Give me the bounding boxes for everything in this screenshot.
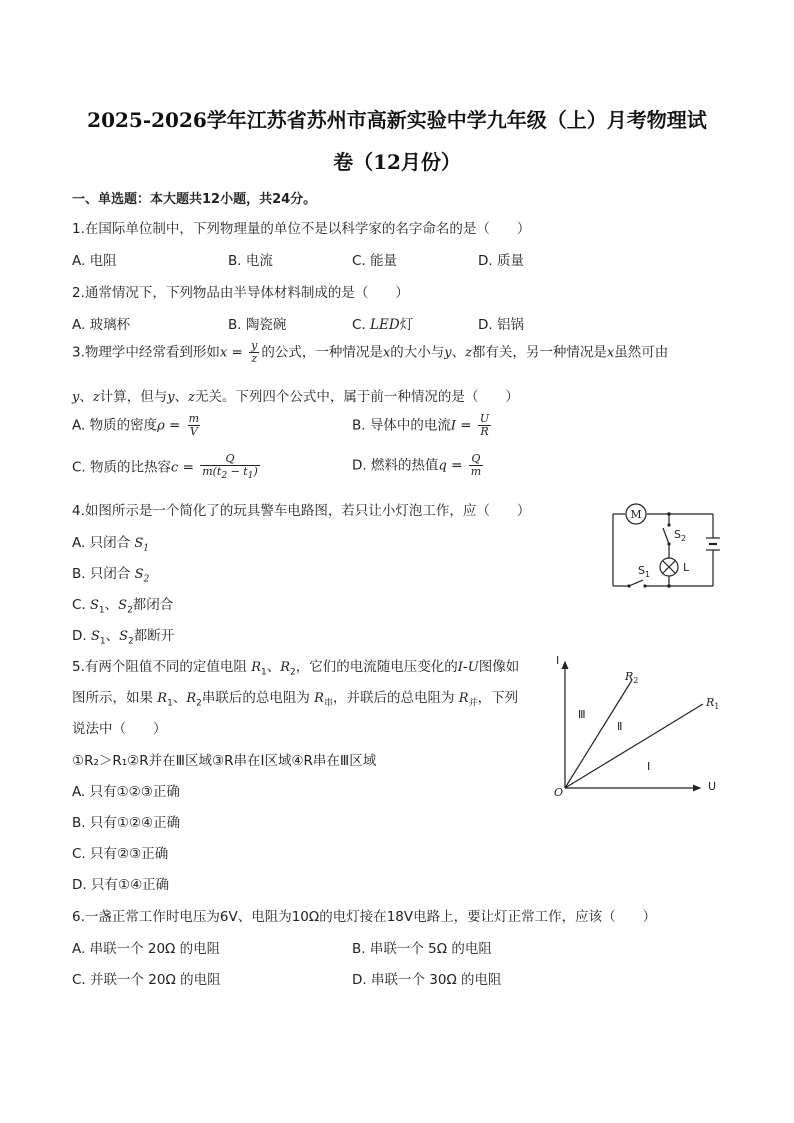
- question-3-stem-line2: y、z计算，但与y、z无关。下列四个公式中，属于前一种情况的是（ ）: [72, 389, 519, 405]
- q5-option-b: B. 只有①②④正确: [72, 815, 181, 831]
- line-r1: [565, 704, 703, 788]
- question-5-line1: 5.有两个阻值不同的定值电阻 $R_1$、$R_2$，它们的电流随电压变化的I-U图像如: [72, 659, 520, 678]
- r2-label: $R_2$: [625, 670, 639, 685]
- motor-label: M: [630, 508, 642, 521]
- lamp-label: L: [683, 561, 690, 574]
- q2-option-b: B. 陶瓷碗: [228, 317, 287, 333]
- question-2-stem: 2.通常情况下，下列物品由半导体材料制成的是（ ）: [72, 285, 409, 301]
- y-axis-label: I: [556, 654, 560, 667]
- q5-option-a: A. 只有①②③正确: [72, 784, 180, 800]
- question-5-line2: 图所示，如果 $R_1$、$R_2$串联后的总电阻为 $R_串$，并联后的总电阻为 $R_并$，下列: [72, 690, 519, 709]
- q1-option-c: C. 能量: [352, 253, 398, 269]
- q5-option-d: D. 只有①④正确: [72, 877, 170, 893]
- circuit-diagram: [605, 500, 730, 592]
- q3-option-a: A. 物质的密度ρ = $\frac{m}{V}$: [72, 412, 200, 438]
- question-4-stem: 4.如图所示是一个简化了的玩具警车电路图，若只让小灯泡工作，应（ ）: [72, 503, 531, 519]
- q2-option-a: A. 玻璃杯: [72, 317, 131, 333]
- q4-option-c: C. $S_1$、$S_2$都闭合: [72, 597, 174, 616]
- question-3-stem-line1: 3.物理学中经常看到形如x = $\frac{y}{z}$ 的公式，一种情况是x的大小与y、z都有关，另一种情况是x虽然可由: [72, 339, 669, 365]
- q4-option-a: A. 只闭合 $S_1$: [72, 535, 150, 554]
- switch-s1: [629, 580, 643, 586]
- q3-option-d: D. 燃料的热值q = $\frac{Q}{m}$: [352, 452, 482, 478]
- q5-option-c: C. 只有②③正确: [72, 846, 169, 862]
- question-5-line3: 说法中（ ）: [72, 721, 167, 737]
- section-heading: 一、单选题：本大题共12小题，共24分。: [72, 192, 317, 207]
- q6-option-b: B. 串联一个 5Ω 的电阻: [352, 941, 492, 957]
- switch-s2-label: $S_2$: [674, 528, 687, 543]
- question-1-stem: 1.在国际单位制中，下列物理量的单位不是以科学家的名字命名的是（ ）: [72, 221, 531, 237]
- q1-option-b: B. 电流: [228, 253, 273, 269]
- r1-label: $R_1$: [706, 696, 720, 711]
- page-title-line2: 卷（12月份）: [333, 150, 461, 174]
- origin-label: O: [554, 786, 564, 798]
- switch-s1-label: $S_1$: [638, 564, 651, 579]
- switch-s2: [663, 528, 669, 544]
- q2-option-d: D. 铝锅: [478, 317, 524, 333]
- x-axis-label: U: [708, 780, 717, 793]
- q1-option-d: D. 质量: [478, 253, 524, 269]
- q2-option-c: C. LED灯: [352, 317, 414, 333]
- line-r2: [565, 680, 632, 788]
- q1-option-a: A. 电阻: [72, 253, 117, 269]
- q6-option-c: C. 并联一个 20Ω 的电阻: [72, 972, 221, 988]
- page-title-line1: 2025-2026学年江苏省苏州市高新实验中学九年级（上）月考物理试: [87, 108, 707, 132]
- question-6-stem: 6.一盏正常工作时电压为6V、电阻为10Ω的电灯接在18V电路上，要让灯正常工作，应该（ ）: [72, 909, 657, 925]
- q4-option-d: D. $S_1$、$S_2$都断开: [72, 628, 175, 647]
- q3-option-b: B. 导体中的电流I = $\frac{U}{R}$: [352, 412, 490, 438]
- region-3-label: Ⅲ: [578, 708, 586, 721]
- question-5-statements: ①R₂＞R₁②R并在Ⅲ区域③R串在Ⅰ区域④R串在Ⅲ区域: [72, 753, 377, 769]
- q6-option-a: A. 串联一个 20Ω 的电阻: [72, 941, 221, 957]
- q6-option-d: D. 串联一个 30Ω 的电阻: [352, 972, 502, 988]
- iu-graph: [548, 650, 728, 798]
- q3-option-c: C. 物质的比热容c = $\frac{Q}{m(t_2 - t_1)}$: [72, 452, 258, 482]
- region-1-label: Ⅰ: [647, 760, 651, 773]
- region-2-label: Ⅱ: [617, 720, 623, 733]
- q4-option-b: B. 只闭合 $S_2$: [72, 566, 150, 585]
